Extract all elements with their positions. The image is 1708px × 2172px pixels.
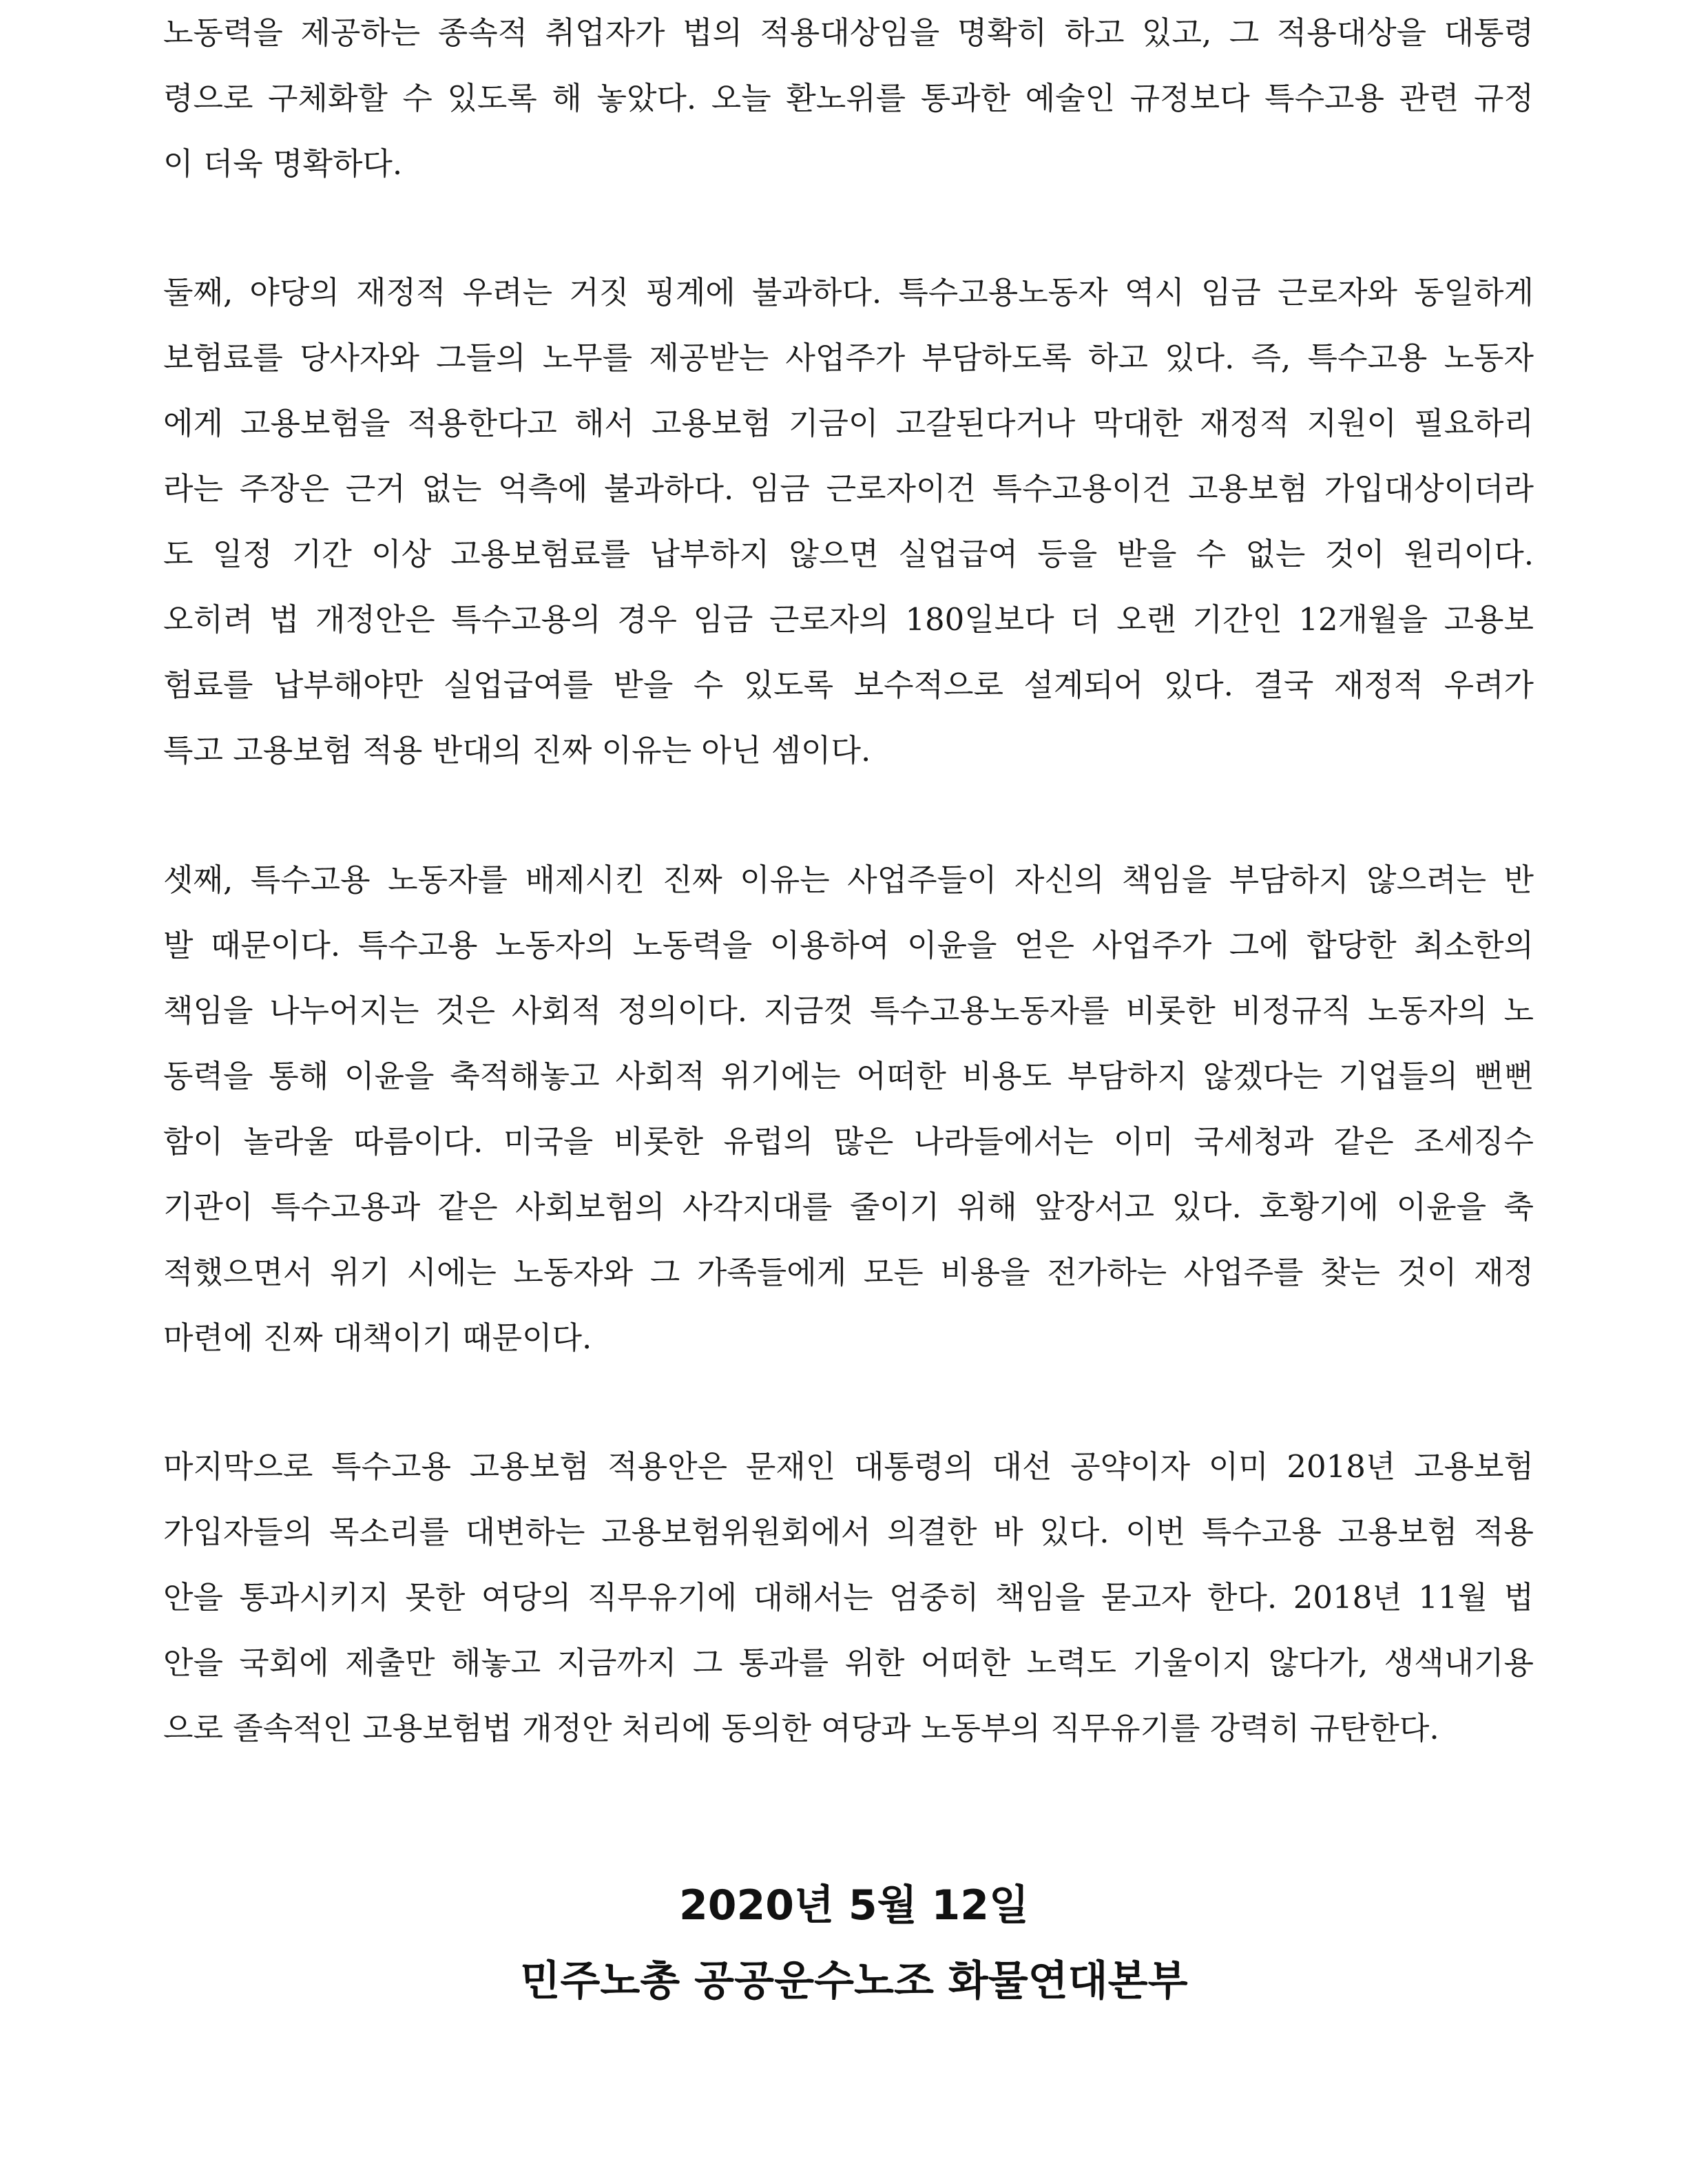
paragraph-line: 특고 고용보험 적용 반대의 진짜 이유는 아닌 셈이다.	[163, 732, 871, 769]
statement-date: 2020년 5월 12일	[679, 1881, 1029, 1930]
paragraph-line: 발 때문이다. 특수고용 노동자의 노동력을 이용하여 이윤을 얻은 사업주가 그에 합당한 최소한의	[163, 927, 1534, 963]
paragraph-line: 마지막으로 특수고용 고용보험 적용안은 문재인 대통령의 대선 공약이자 이미 2018년 고용보험	[163, 1448, 1534, 1485]
paragraph-line: 으로 졸속적인 고용보험법 개정안 처리에 동의한 여당과 노동부의 직무유기를 강력히 규탄한다.	[163, 1710, 1439, 1746]
paragraph-line: 적했으면서 위기 시에는 노동자와 그 가족들에게 모든 비용을 전가하는 사업주를 찾는 것이 재정	[163, 1254, 1534, 1291]
paragraph-line: 가입자들의 목소리를 대변하는 고용보험위원회에서 의결한 바 있다. 이번 특수고용 고용보험 적용	[163, 1514, 1534, 1550]
paragraph-line: 셋째, 특수고용 노동자를 배제시킨 진짜 이유는 사업주들이 자신의 책임을 부담하지 않으려는 반	[163, 862, 1534, 898]
paragraph-line: 안을 통과시키지 못한 여당의 직무유기에 대해서는 엄중히 책임을 묻고자 한다. 2018년 11월 법	[163, 1579, 1534, 1616]
paragraph-line: 에게 고용보험을 적용한다고 해서 고용보험 기금이 고갈된다거나 막대한 재정적 지원이 필요하리	[163, 405, 1534, 441]
paragraph-line: 함이 놀라울 따름이다. 미국을 비롯한 유럽의 많은 나라들에서는 이미 국세청과 같은 조세징수	[163, 1123, 1534, 1160]
paragraph-line: 노동력을 제공하는 종속적 취업자가 법의 적용대상임을 명확히 하고 있고, 그 적용대상을 대통령	[163, 14, 1534, 51]
paragraph-line: 동력을 통해 이윤을 축적해놓고 사회적 위기에는 어떠한 비용도 부담하지 않겠다는 기업들의 뻔뻔	[163, 1058, 1534, 1094]
paragraph-line: 령으로 구체화할 수 있도록 해 놓았다. 오늘 환노위를 통과한 예술인 규정보다 특수고용 관련 규정	[163, 80, 1534, 116]
paragraph-line: 기관이 특수고용과 같은 사회보험의 사각지대를 줄이기 위해 앞장서고 있다. 호황기에 이윤을 축	[163, 1189, 1534, 1225]
paragraph-line: 오히려 법 개정안은 특수고용의 경우 임금 근로자의 180일보다 더 오랜 기간인 12개월을 고용보	[163, 601, 1534, 638]
paragraph-line: 험료를 납부해야만 실업급여를 받을 수 있도록 보수적으로 설계되어 있다. 결국 재정적 우려가	[163, 667, 1534, 703]
paragraph-line: 안을 국회에 제출만 해놓고 지금까지 그 통과를 위한 어떠한 노력도 기울이지 않다가, 생색내기용	[163, 1644, 1534, 1681]
paragraph-line: 마련에 진짜 대책이기 때문이다.	[163, 1319, 592, 1356]
paragraph-line: 도 일정 기간 이상 고용보험료를 납부하지 않으면 실업급여 등을 받을 수 없는 것이 원리이다.	[163, 536, 1534, 572]
paragraph-line: 책임을 나누어지는 것은 사회적 정의이다. 지금껏 특수고용노동자를 비롯한 비정규직 노동자의 노	[163, 992, 1534, 1029]
organization-name: 민주노총 공공운수노조 화물연대본부	[520, 1957, 1188, 2005]
paragraph-line: 라는 주장은 근거 없는 억측에 불과하다. 임금 근로자이건 특수고용이건 고용보험 가입대상이더라	[163, 470, 1534, 507]
paragraph-line: 보험료를 당사자와 그들의 노무를 제공받는 사업주가 부담하도록 하고 있다. 즉, 특수고용 노동자	[163, 340, 1534, 376]
paragraph-line: 이 더욱 명확하다.	[163, 145, 403, 182]
paragraph-line: 둘째, 야당의 재정적 우려는 거짓 핑계에 불과하다. 특수고용노동자 역시 임금 근로자와 동일하게	[163, 274, 1534, 311]
